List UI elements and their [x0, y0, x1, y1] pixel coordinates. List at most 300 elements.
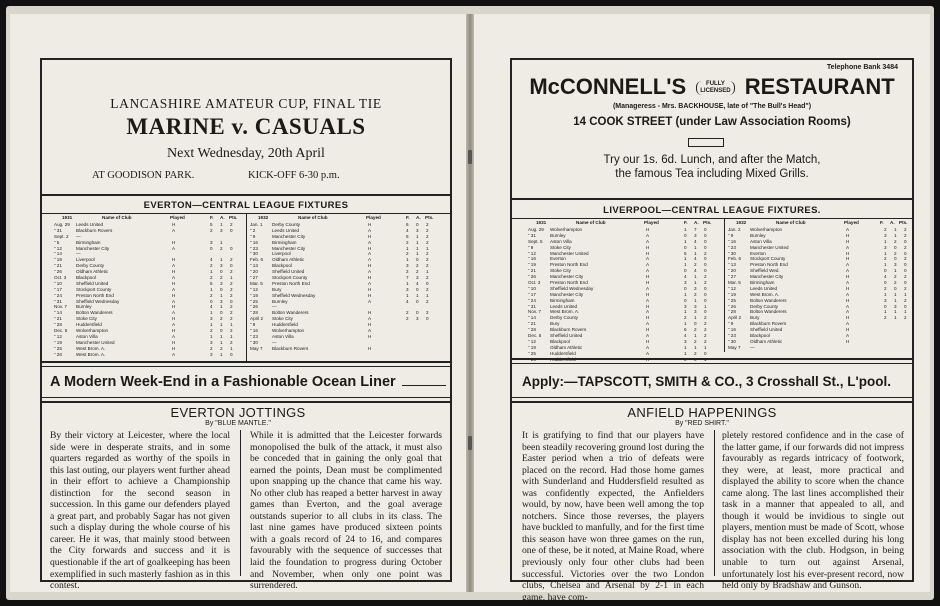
fixture-points: 2 — [230, 286, 233, 292]
fixture-club: Leeds United — [76, 222, 104, 227]
fixture-goals-for: 1 — [210, 322, 213, 328]
fixture-points: 0 — [704, 285, 707, 291]
fixture-goals-against: 3 — [220, 280, 223, 286]
fixture-points: 2 — [704, 250, 707, 256]
article-column-1: It is gratifying to find that our players have been steadily recovering ground lost during the Easter period when a trio of defeats were placed on the record. Had those home games with Sunderland and Huddersfield resulted as was confidently expected, the Anfielders would, by now, have been well among the top notchers. Since those reverses, the players have buckled to manfully, and for the first time this season have won three games on the run, one of these, be it noted, at Maine Road, where previously only four other clubs had been successful. Victories over the two London clubs, Chelsea and Arsenal by 2-1 in each game, have com- — [522, 430, 704, 603]
fixture-goals-against: 3 — [416, 227, 419, 233]
fixture-date: ” 23 — [728, 244, 736, 250]
fixture-club: Stockport County — [750, 256, 786, 262]
fixtures-year: 1932 — [258, 215, 269, 220]
fixture-club: Manchester United — [76, 339, 115, 345]
fixture-venue: H — [368, 292, 372, 298]
fixture-club: Wolverhampton — [272, 328, 305, 334]
fixture-goals-for: 3 — [210, 339, 213, 345]
fixture-date: ” 19 — [250, 292, 258, 298]
fixture-goals-against: 1 — [416, 251, 419, 257]
fixtures-year: 1931 — [62, 215, 73, 220]
spine-gutter — [466, 14, 474, 592]
staple — [468, 150, 472, 164]
fixture-points: 2 — [904, 285, 907, 291]
fixture-venue: H — [368, 310, 372, 316]
fixture-club: Stoke City — [550, 244, 571, 250]
fixture-club: Sheffield Wednesday — [550, 285, 594, 291]
fixture-points: 2 — [904, 244, 907, 250]
fixture-points: 2 — [904, 315, 907, 321]
fixture-points: 1 — [230, 345, 233, 351]
fixtures-header-played: Played — [170, 215, 185, 220]
fixture-club: Manchester City — [272, 245, 306, 251]
fixture-goals-for: 3 — [884, 297, 887, 303]
fixture-goals-for: 1 — [884, 238, 887, 244]
fixture-goals-against: 1 — [894, 227, 897, 232]
fixture-goals-against: 4 — [694, 268, 697, 274]
fixture-venue: A — [646, 262, 650, 268]
fixture-points: 0 — [704, 262, 707, 268]
fixture-date: ” 19 — [54, 339, 62, 345]
fixture-venue: H — [646, 250, 650, 256]
fixture-venue: H — [646, 280, 650, 286]
right-page — [474, 14, 930, 603]
fixture-goals-against: 1 — [694, 344, 697, 350]
fixture-venue: H — [846, 297, 850, 303]
fixtures-header-club: Name of Club — [298, 215, 328, 220]
fixture-points: 0 — [904, 280, 907, 286]
fixtures-header-pts: Pts. — [899, 220, 908, 225]
fixture-venue: H — [368, 286, 372, 292]
fixture-venue: A — [368, 257, 372, 263]
fixture-goals-against: 2 — [220, 345, 223, 351]
fixture-goals-against: 0 — [894, 244, 897, 250]
fixtures-header-a: A. — [416, 215, 421, 220]
fixture-club: Bury — [750, 315, 760, 321]
fixture-venue: H — [646, 291, 650, 297]
fixture-goals-for: 4 — [684, 333, 687, 339]
fixture-venue: H — [368, 245, 372, 251]
fixture-venue: A — [172, 351, 176, 357]
fixture-goals-for: 4 — [210, 257, 213, 263]
fixture-goals-against: 1 — [220, 339, 223, 345]
fixture-club: Stockport County — [76, 286, 112, 292]
everton-fixtures-col-2 — [250, 215, 440, 352]
fixture-venue: A — [846, 309, 850, 315]
fixture-goals-against: 0 — [694, 356, 697, 362]
liverpool-fixtures-col-1 — [528, 220, 718, 362]
fixture-goals-against: 1 — [694, 244, 697, 250]
fixture-points: 2 — [704, 280, 707, 286]
fixtures-header-played: Played — [366, 215, 381, 220]
fixture-date: Jan. 1 — [250, 222, 263, 227]
fixture-goals-against: 3 — [894, 303, 897, 309]
fixture-club: Liverpool — [76, 257, 95, 263]
fixture-venue: H — [646, 356, 650, 362]
fixture-date: ” 19 — [528, 344, 536, 350]
fixture-goals-against: 1 — [416, 245, 419, 251]
fixture-venue: A — [846, 321, 850, 327]
fixture-date: ” 26 — [250, 304, 258, 310]
fixture-goals-for: 2 — [884, 227, 887, 232]
fixture-goals-against: 1 — [694, 280, 697, 286]
fixture-date: May 7 — [250, 345, 263, 351]
fixture-date: ” 24 — [54, 292, 62, 298]
fixture-venue: H — [846, 232, 850, 238]
fixture-goals-against: 4 — [694, 238, 697, 244]
fixture-goals-for: 1 — [684, 238, 687, 244]
fixture-venue: A — [646, 321, 650, 327]
fixture-club: Stoke City — [76, 316, 97, 322]
fixture-venue: H — [368, 263, 372, 269]
fixture-date: Aug. 29 — [54, 222, 70, 227]
fixture-goals-against: 2 — [894, 280, 897, 286]
fixture-venue: A — [368, 239, 372, 245]
fixture-venue: A — [846, 262, 850, 268]
fixture-goals-for: 2 — [884, 315, 887, 321]
licensed-line-2: LICENSED — [700, 88, 731, 95]
fixture-goals-against: 1 — [220, 333, 223, 339]
fixture-club: Aston Villa — [272, 333, 294, 339]
fixture-date: April 2 — [728, 315, 742, 321]
fixture-club: Aston Villa — [550, 238, 572, 244]
fixture-goals-against: 2 — [894, 238, 897, 244]
fixture-venue: H — [646, 227, 650, 232]
advert-line-date: Next Wednesday, 20th April — [167, 146, 325, 161]
divider — [40, 401, 452, 403]
fixture-club: Bury — [550, 321, 560, 327]
fixture-points: 2 — [426, 239, 429, 245]
restaurant-name-b: RESTAURANT — [744, 74, 895, 99]
fixture-points: 2 — [230, 222, 233, 227]
fixture-row — [54, 352, 240, 358]
fixture-date: ” 24 — [528, 297, 536, 303]
fixtures-header-a: A. — [890, 220, 895, 225]
fixture-goals-against: 2 — [694, 327, 697, 333]
fixture-goals-against: 1 — [894, 268, 897, 274]
fixture-points: 1 — [904, 291, 907, 297]
fixtures-year: 1931 — [536, 220, 547, 225]
fixture-goals-against: 1 — [894, 291, 897, 297]
fixture-venue: H — [646, 244, 650, 250]
fixture-points: 2 — [426, 227, 429, 233]
fixture-points: 2 — [426, 251, 429, 257]
fixture-goals-for: 0 — [884, 268, 887, 274]
fixture-goals-for: 1 — [684, 291, 687, 297]
advert-kickoff: KICK-OFF 6-30 p.m. — [248, 170, 340, 181]
advert-address: 14 COOK STREET (under Law Association Rooms) — [573, 116, 851, 128]
fixture-venue: A — [172, 227, 176, 233]
fixture-venue: A — [846, 227, 850, 232]
fixtures-header-club: Name of Club — [776, 220, 806, 225]
divider — [510, 198, 914, 200]
fixture-points: 2 — [230, 269, 233, 275]
fixture-goals-for: 2 — [884, 285, 887, 291]
fixture-club: Leeds United — [750, 285, 778, 291]
fixture-goals-for: 1 — [406, 245, 409, 251]
fixture-date: ” 31 — [528, 232, 536, 238]
fixture-club: West Brom. A. — [750, 291, 780, 297]
fixture-venue: H — [846, 338, 850, 344]
fixture-date: ” 9 — [528, 244, 534, 250]
fixture-goals-for: 1 — [210, 286, 213, 292]
fixture-date: ” 19 — [528, 262, 536, 268]
fixture-venue: A — [172, 275, 176, 281]
fixture-venue: H — [172, 280, 176, 286]
fixture-club: Manchester United — [550, 250, 589, 256]
fixture-club: Birmingham — [76, 239, 101, 245]
fixture-venue: H — [846, 274, 850, 280]
fixture-goals-for: 2 — [406, 310, 409, 316]
fixture-date: Sept. 2 — [54, 233, 69, 239]
fixture-date: ” 16 — [728, 238, 736, 244]
fixture-goals-against: 1 — [894, 232, 897, 238]
fixture-goals-for: 1 — [684, 262, 687, 268]
fixture-club: Wolverhampton — [750, 227, 783, 232]
fixture-date: Mar. 5 — [728, 280, 741, 286]
decorative-box — [688, 138, 724, 147]
fixture-goals-for: 1 — [406, 292, 409, 298]
fixture-goals-for: 6 — [684, 327, 687, 333]
fixtures-header-pts: Pts. — [425, 215, 434, 220]
fixture-points: 0 — [704, 227, 707, 232]
fixture-club: Huddersfield — [272, 322, 298, 328]
fixture-goals-for: 0 — [210, 298, 213, 304]
fixture-goals-against: 3 — [694, 303, 697, 309]
fixture-date: Dec. 5 — [54, 328, 68, 334]
fixture-date: Nov. 7 — [528, 309, 541, 315]
fixture-date: ” 9 — [250, 322, 256, 328]
fixture-club: Huddersfield — [76, 322, 102, 328]
fixture-club: Blackpool — [550, 338, 570, 344]
fixture-date: ” 19 — [728, 291, 736, 297]
fixture-goals-against: 0 — [894, 285, 897, 291]
fixture-goals-against: 3 — [694, 309, 697, 315]
fixture-club: Everton — [750, 250, 766, 256]
fixtures-column-divider — [246, 213, 247, 361]
fixture-points: 2 — [704, 338, 707, 344]
fixture-goals-for: 1 — [684, 350, 687, 356]
divider — [510, 397, 914, 398]
fixture-date: ” 26 — [728, 303, 736, 309]
fixture-club: Manchester United — [750, 244, 789, 250]
fixture-venue: H — [646, 315, 650, 321]
fixtures-header-f: F. — [880, 220, 884, 225]
fixture-club: Stoke City — [272, 316, 293, 322]
fixture-venue: A — [846, 280, 850, 286]
fixture-points: 0 — [704, 238, 707, 244]
fixture-club: Blackburn Rovers — [550, 327, 587, 333]
fixture-goals-for: 4 — [210, 304, 213, 310]
fixture-date: ” 26 — [528, 274, 536, 280]
everton-fixtures-title: EVERTON—CENTRAL LEAGUE FIXTURES — [143, 200, 349, 211]
fixture-club: Leeds United — [550, 303, 578, 309]
fixture-club: Huddersfield — [550, 356, 576, 362]
fixture-club: Oldham Athletic — [750, 338, 783, 344]
fixture-goals-for: 2 — [406, 316, 409, 322]
fixture-points: 2 — [426, 263, 429, 269]
fixture-date: ” 12 — [528, 250, 536, 256]
fixture-points: 2 — [230, 316, 233, 322]
fixture-goals-against: 0 — [220, 328, 223, 334]
fixture-points: 2 — [426, 275, 429, 281]
fixture-goals-against: 0 — [416, 222, 419, 227]
fixture-venue: A — [172, 310, 176, 316]
fixture-date: ” 28 — [528, 327, 536, 333]
fixture-date: April 2 — [250, 316, 264, 322]
fixture-date: ” 14 — [54, 251, 62, 257]
fixture-club: Bolton Wanderers — [76, 310, 113, 316]
fixture-goals-against: 1 — [220, 257, 223, 263]
fixture-goals-for: 1 — [684, 321, 687, 327]
fixture-club: Blackpool — [272, 263, 292, 269]
fixture-venue: H — [172, 339, 176, 345]
fixture-venue: H — [846, 315, 850, 321]
fixture-points: 2 — [904, 227, 907, 232]
fixture-goals-for: 1 — [210, 333, 213, 339]
fixture-points: 2 — [426, 298, 429, 304]
fixture-goals-for: 4 — [684, 274, 687, 280]
fixture-venue: H — [172, 316, 176, 322]
fixture-goals-against: 1 — [694, 315, 697, 321]
fixture-goals-against: 2 — [220, 316, 223, 322]
fixture-goals-for: 0 — [684, 285, 687, 291]
fixture-venue: H — [846, 285, 850, 291]
fixture-club: Sheffield United — [272, 269, 305, 275]
fixture-points: 2 — [426, 233, 429, 239]
fixture-date: ” 28 — [54, 322, 62, 328]
fixture-date: ” 9 — [728, 321, 734, 327]
fixture-goals-against: 3 — [694, 285, 697, 291]
fixture-club: Burnley — [550, 232, 566, 238]
fixture-date: ” 12 — [250, 286, 258, 292]
fixture-goals-for: 1 — [884, 291, 887, 297]
fixture-goals-for: 1 — [406, 257, 409, 263]
fixture-date: ” 21 — [528, 321, 536, 327]
fixture-points: 1 — [704, 344, 707, 350]
fixture-goals-for: 1 — [684, 309, 687, 315]
fixture-club: Bolton Wanderers — [272, 310, 309, 316]
fixture-goals-for: 0 — [210, 245, 213, 251]
fixture-goals-for: 4 — [884, 274, 887, 280]
fixture-goals-against: 2 — [416, 263, 419, 269]
fixture-points: 0 — [704, 244, 707, 250]
fixture-goals-for: 2 — [884, 256, 887, 262]
fixture-points: 0 — [904, 262, 907, 268]
fixture-points: 1 — [426, 245, 429, 251]
fixture-venue: H — [368, 222, 372, 227]
fixture-venue: A — [646, 333, 650, 339]
fixture-club: Manchester City — [550, 274, 584, 280]
fixture-points: 1 — [230, 275, 233, 281]
fixture-goals-for: 3 — [406, 263, 409, 269]
fixtures-header-a: A. — [694, 220, 699, 225]
fixture-club: Sheffield United — [550, 333, 583, 339]
fixture-points: 1 — [904, 309, 907, 315]
fixture-goals-for: 0 — [684, 297, 687, 303]
fixture-goals-against: 3 — [894, 262, 897, 268]
fixture-goals-against: 1 — [694, 297, 697, 303]
fixtures-header — [528, 220, 718, 227]
fixture-points: 1 — [704, 356, 707, 362]
fixture-club: Burnley — [272, 298, 288, 304]
divider — [40, 361, 452, 363]
fixture-date: ” 28 — [250, 310, 258, 316]
article-byline: By "BLUE MANTLE." — [205, 420, 271, 427]
advert-telephone: Telephone Bank 3484 — [826, 64, 898, 71]
fixture-points: 0 — [704, 268, 707, 274]
fixture-points: 2 — [904, 297, 907, 303]
fixture-goals-for: 0 — [684, 232, 687, 238]
article-column-1: By their victory at Leicester, where the local side were in desperate straits, and in some quarters regarded as worthy of the spoils in this last outing, our players went further ahead in their effort to achieve a Championship distinction for the second season in succession. In this game our defenders played a great part, and probably Sagar has not given such a display during the whole course of his career. He it was, that mainly stood between the City forwards and success and it is questionable if the art of goalkeeping has been exemplified in such masterly fashion as in this contest. — [50, 430, 230, 592]
fixture-venue: H — [172, 222, 176, 227]
fixture-date: Sept. 5 — [528, 238, 543, 244]
fixture-date: ” 16 — [250, 239, 258, 245]
everton-fixtures-col-1 — [54, 215, 240, 357]
fixture-goals-for: 0 — [884, 303, 887, 309]
fixture-points: 0 — [230, 298, 233, 304]
fixture-club: Sheffield Wednesday — [272, 292, 316, 298]
fixture-goals-for: 1 — [406, 280, 409, 286]
fixture-goals-for: 4 — [406, 227, 409, 233]
fixture-venue: A — [368, 298, 372, 304]
fixture-club: Blackpool — [76, 275, 96, 281]
fixture-venue: A — [646, 350, 650, 356]
fixture-date: ” 30 — [728, 338, 736, 344]
fixture-goals-against: 1 — [416, 233, 419, 239]
fixture-row — [728, 345, 912, 351]
fixture-club: — — [272, 304, 277, 310]
advert-line-cup: LANCASHIRE AMATEUR CUP, FINAL TIE — [110, 96, 382, 111]
fixture-goals-for: 1 — [884, 262, 887, 268]
fixtures-header-club: Name of Club — [576, 220, 606, 225]
fixture-points: 0 — [426, 316, 429, 322]
divider — [40, 397, 452, 398]
fixture-venue: A — [368, 269, 372, 275]
fixture-goals-for: 7 — [406, 275, 409, 281]
banner-rule — [402, 385, 446, 386]
fixture-date: ” 27 — [728, 274, 736, 280]
fixture-venue: A — [846, 291, 850, 297]
fixture-goals-against: 1 — [220, 351, 223, 357]
liverpool-fixtures-col-2 — [728, 220, 912, 351]
fixture-date: ” 25 — [250, 298, 258, 304]
fixture-points: 2 — [426, 286, 429, 292]
fixture-points: 0 — [230, 245, 233, 251]
fixture-points: 0 — [704, 291, 707, 297]
fixture-points: 1 — [230, 333, 233, 339]
divider — [510, 401, 914, 403]
article-byline: By "RED SHIRT." — [675, 420, 729, 427]
fixture-date: Aug. 29 — [528, 227, 544, 232]
fixture-venue: A — [172, 298, 176, 304]
fixture-date: ” 17 — [54, 286, 62, 292]
fixtures-header — [250, 215, 440, 222]
fixture-date: ” 30 — [250, 251, 258, 257]
fixture-date: ” 12 — [54, 245, 62, 251]
fixture-date: ” 2 — [250, 227, 256, 233]
fixture-date: Mar. 5 — [250, 280, 263, 286]
fixture-points: 0 — [704, 297, 707, 303]
fixture-club: Sheffield Wed. — [750, 268, 780, 274]
divider — [510, 363, 914, 364]
fixture-date: ” 25 — [528, 350, 536, 356]
fixture-goals-for: 1 — [684, 344, 687, 350]
fixture-date: ” 19 — [54, 257, 62, 263]
fixture-goals-for: 1 — [684, 256, 687, 262]
fixture-club: Wolverhampton — [76, 328, 109, 334]
fixture-date: ” 9 — [728, 232, 734, 238]
fixtures-header-played: Played — [644, 220, 659, 225]
fixture-venue: H — [646, 303, 650, 309]
fixture-goals-against: 2 — [694, 338, 697, 344]
fixture-goals-against: 0 — [416, 286, 419, 292]
